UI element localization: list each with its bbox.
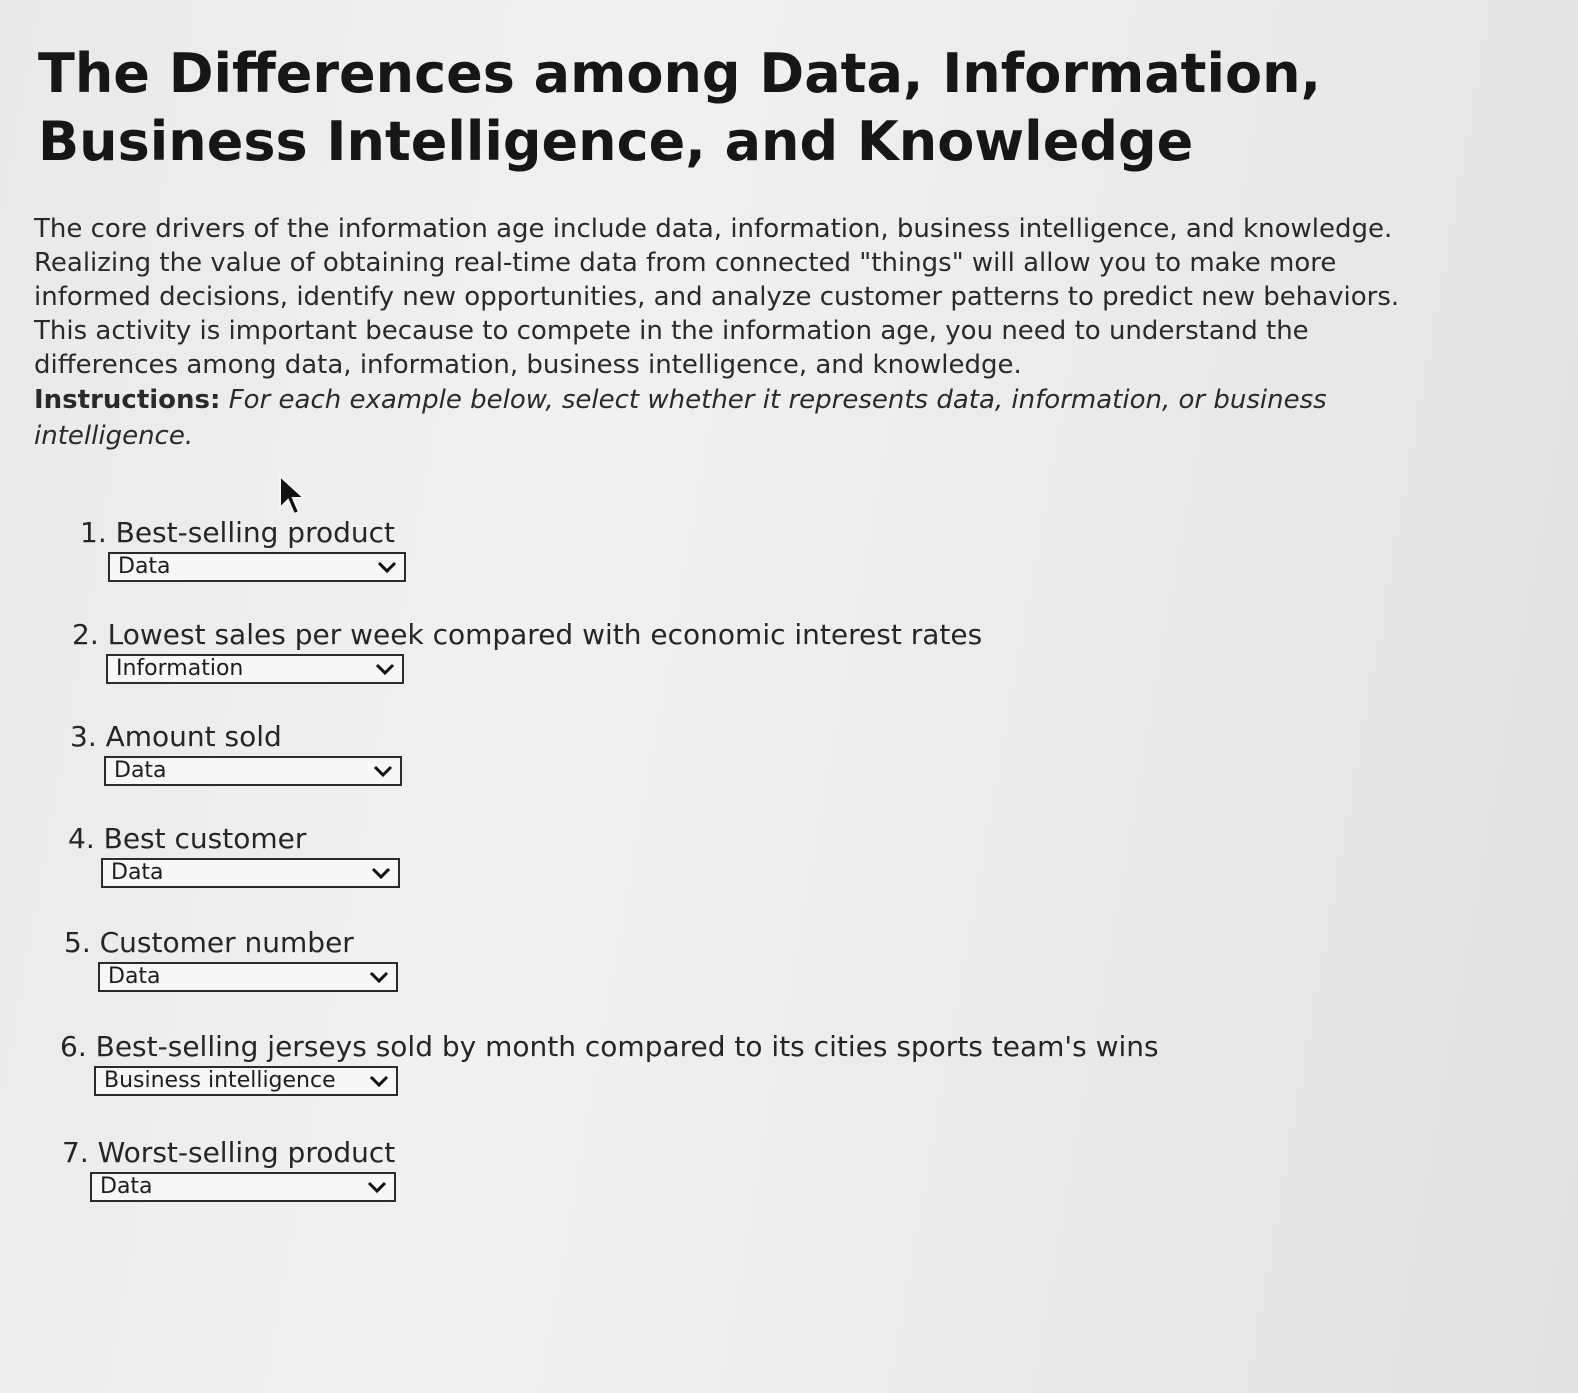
question-text: Worst-selling product: [97, 1136, 396, 1169]
question-text: Best-selling jerseys sold by month compared to its cities sports team's wins: [95, 1030, 1159, 1063]
intro-line: Realizing the value of obtaining real-time data from connected "things" will allow you to make more: [34, 248, 1337, 278]
question-number: 4.: [68, 822, 95, 855]
question-1: [80, 516, 406, 582]
question-number: 7.: [62, 1136, 89, 1169]
question-label: [62, 1136, 396, 1170]
intro-line: This activity is important because to compete in the information age, you need to understand the: [34, 316, 1309, 346]
question-label: [60, 1030, 1159, 1064]
chevron-down-icon: [366, 1177, 388, 1197]
chevron-down-icon: [368, 1071, 390, 1091]
question-number: 5.: [64, 926, 91, 959]
intro-line: The core drivers of the information age include data, information, business intelligence, and knowledge.: [34, 214, 1393, 244]
select-value: Data: [118, 554, 171, 579]
answer-select[interactable]: [98, 962, 398, 992]
question-text: Lowest sales per week compared with economic interest rates: [107, 618, 983, 651]
question-5: [64, 926, 398, 992]
answer-select[interactable]: [94, 1066, 398, 1096]
page-title: [38, 40, 1338, 176]
question-text: Best-selling product: [115, 516, 395, 549]
select-value: Data: [108, 964, 161, 989]
select-value: Information: [116, 656, 244, 681]
mouse-pointer-icon: [278, 474, 308, 518]
question-7: [62, 1136, 396, 1202]
answer-select[interactable]: [101, 858, 400, 888]
select-value: Data: [111, 860, 164, 885]
question-number: 1.: [80, 516, 107, 549]
chevron-down-icon: [374, 659, 396, 679]
question-2: [72, 618, 982, 684]
question-4: [68, 822, 400, 888]
question-3: [70, 720, 402, 786]
chevron-down-icon: [372, 761, 394, 781]
question-label: [72, 618, 982, 652]
instructions: Instructions: For each example below, select whether it represents data, information, or business intelligence.: [34, 385, 1327, 451]
question-number: 3.: [70, 720, 97, 753]
question-text: Amount sold: [105, 720, 282, 753]
intro-line: informed decisions, identify new opportunities, and analyze customer patterns to predict new behaviors.: [34, 282, 1400, 312]
chevron-down-icon: [376, 557, 398, 577]
intro-line: differences among data, information, business intelligence, and knowledge.: [34, 350, 1022, 380]
question-number: 6.: [60, 1030, 87, 1063]
answer-select[interactable]: [90, 1172, 396, 1202]
question-text: Customer number: [99, 926, 354, 959]
answer-select[interactable]: [104, 756, 402, 786]
instructions-label: Instructions: [34, 385, 211, 415]
chevron-down-icon: [368, 967, 390, 987]
question-label: [68, 822, 400, 856]
select-value: Data: [100, 1174, 153, 1199]
page-title-line-2: Business Intelligence, and Knowledge: [38, 110, 1194, 173]
answer-select[interactable]: [108, 552, 406, 582]
intro-paragraph: [34, 212, 1504, 382]
answer-select[interactable]: [106, 654, 404, 684]
chevron-down-icon: [370, 863, 392, 883]
question-number: 2.: [72, 618, 99, 651]
question-label: [80, 516, 406, 550]
question-text: Best customer: [103, 822, 307, 855]
page-title-line-1: The Differences among Data, Information,: [38, 42, 1322, 105]
instructions-text: For each example below, select whether it represents data, information, or business: [228, 385, 1327, 415]
select-value: Data: [114, 758, 167, 783]
select-value: Business intelligence: [104, 1068, 336, 1093]
question-label: [70, 720, 402, 754]
instructions-text-continued: intelligence.: [34, 421, 194, 451]
question-6: [60, 1030, 1159, 1096]
question-label: [64, 926, 398, 960]
